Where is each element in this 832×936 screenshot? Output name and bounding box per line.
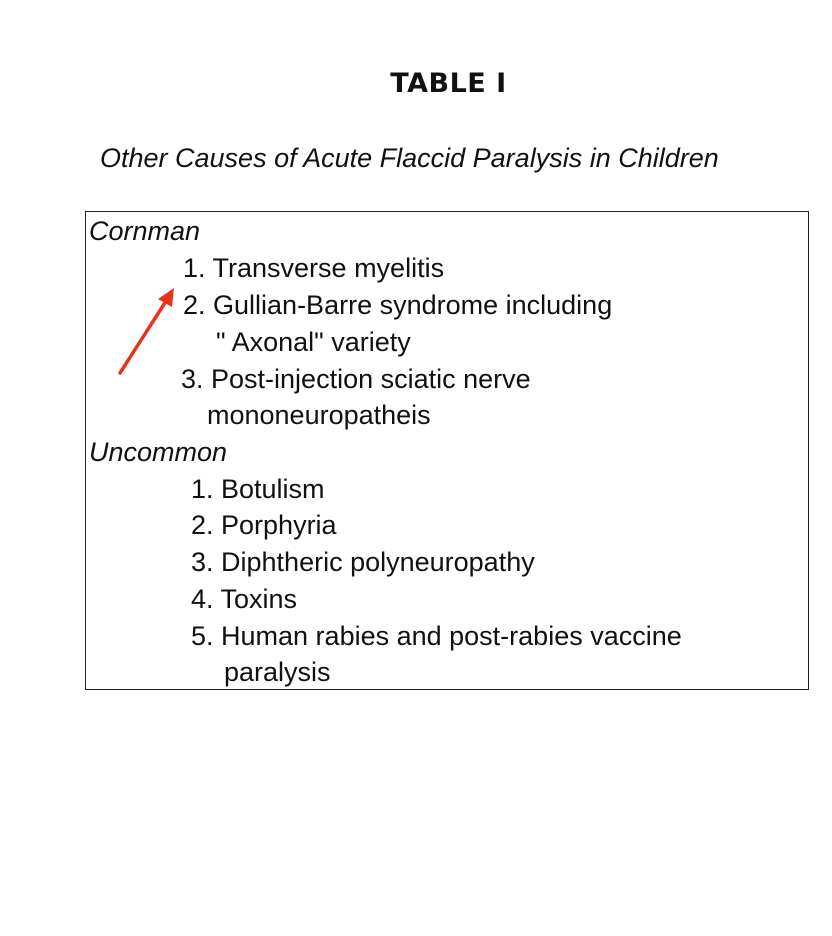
table-title: TABLE I bbox=[390, 68, 507, 99]
list-item: 4. Toxins bbox=[191, 584, 298, 614]
list-item: 2. Porphyria bbox=[191, 510, 337, 540]
list-item: 1. Botulism bbox=[191, 474, 325, 504]
list-item-continuation: " Axonal" variety bbox=[216, 327, 411, 357]
list-item-continuation: mononeuropatheis bbox=[207, 400, 431, 430]
list-item: 5. Human rabies and post-rabies vaccine bbox=[191, 621, 682, 651]
table-subtitle: Other Causes of Acute Flaccid Paralysis in Children bbox=[100, 143, 719, 173]
list-item-continuation: paralysis bbox=[224, 657, 331, 687]
arrow-shaft bbox=[120, 298, 168, 373]
list-item: 1. Transverse myelitis bbox=[183, 253, 445, 283]
section-heading-common: Cornman bbox=[89, 216, 201, 246]
red-arrow-icon bbox=[110, 280, 185, 380]
list-item: 2. Gullian-Barre syndrome including bbox=[183, 290, 613, 320]
list-item: 3. Diphtheric polyneuropathy bbox=[191, 547, 535, 577]
list-item: 3. Post-injection sciatic nerve bbox=[181, 364, 531, 394]
section-heading-uncommon: Uncommon bbox=[89, 437, 228, 467]
